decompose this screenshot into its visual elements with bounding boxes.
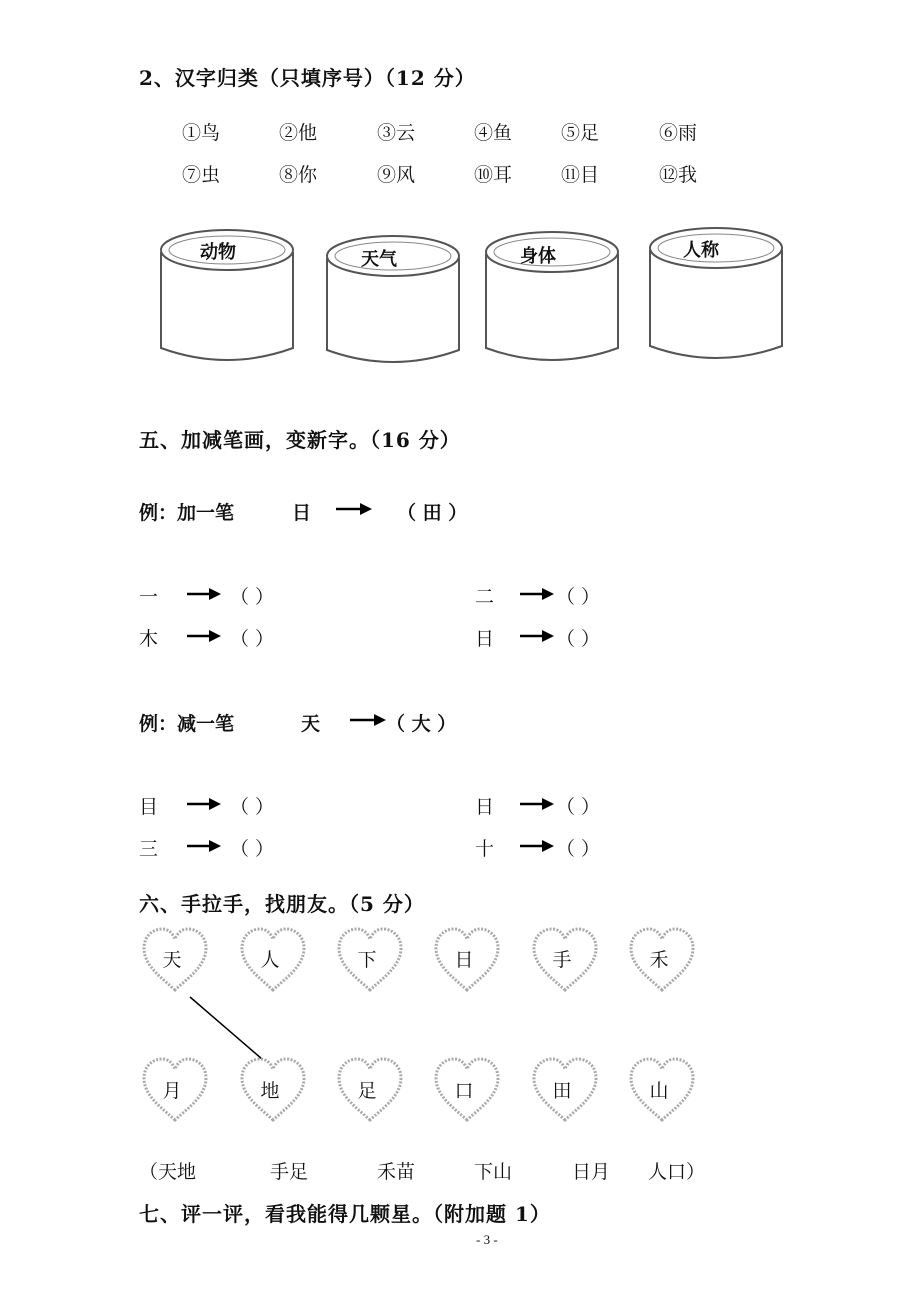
option-7: ⑦虫	[182, 164, 221, 186]
answer-pair-3: 禾苗	[377, 1161, 416, 1183]
sub-row-2-right-answer: （ ）	[556, 838, 601, 860]
sub-row-1-right-char: 日	[475, 796, 495, 818]
option-12: ⑫我	[659, 164, 698, 186]
option-6: ⑥雨	[659, 122, 698, 144]
barrel-label-body: 身体	[520, 246, 556, 267]
barrel-label-animals: 动物	[200, 242, 236, 263]
heart-bottom-4-char: 口	[454, 1080, 474, 1102]
example-sub-label: 例：减一笔	[139, 713, 235, 735]
add-row-2-left-answer: （ ）	[230, 628, 275, 650]
option-5: ⑤足	[561, 122, 600, 144]
add-row-1-right-answer: （ ）	[556, 586, 601, 608]
page-number: - 3 -	[476, 1232, 498, 1247]
heart-top-1-char: 天	[162, 949, 182, 971]
sub-row-2-left-char: 三	[139, 838, 159, 860]
answer-pair-6: 人口）	[648, 1161, 706, 1183]
heart-bottom-2-char: 地	[260, 1080, 280, 1102]
heart-bottom-3-char: 足	[357, 1080, 377, 1102]
heart-bottom-1-char: 月	[162, 1080, 182, 1102]
section-6-title: 六、手拉手，找朋友。（5 分）	[139, 892, 425, 916]
add-row-1-left-answer: （ ）	[230, 586, 275, 608]
heart-top-6-char: 禾	[649, 949, 669, 971]
option-2: ②他	[279, 122, 318, 144]
add-row-2-left-char: 木	[139, 628, 159, 650]
barrel-label-pronouns: 人称	[683, 240, 719, 261]
answer-pair-4: 下山	[474, 1161, 513, 1183]
heart-top-2-char: 人	[260, 949, 280, 971]
option-11: ⑪目	[561, 164, 600, 186]
answer-pair-5: 日月	[572, 1161, 611, 1183]
option-1: ①鸟	[182, 122, 221, 144]
example-sub-to: （ 大 ）	[386, 713, 457, 735]
heart-bottom-5-char: 田	[552, 1080, 572, 1102]
answer-pair-1: （天地	[139, 1161, 197, 1183]
example-add-from: 日	[292, 502, 312, 524]
option-9: ⑨风	[377, 164, 416, 186]
option-8: ⑧你	[279, 164, 318, 186]
answer-pair-2: 手足	[270, 1161, 309, 1183]
add-row-2-right-answer: （ ）	[556, 628, 601, 650]
heart-bottom-6-char: 山	[649, 1080, 669, 1102]
heart-top-4-char: 日	[454, 949, 474, 971]
sub-row-1-left-char: 目	[139, 796, 159, 818]
sub-row-2-right-char: 十	[475, 838, 495, 860]
add-row-1-left-char: 一	[139, 586, 159, 608]
option-4: ④鱼	[474, 122, 513, 144]
sub-row-2-left-answer: （ ）	[230, 838, 275, 860]
barrel-label-weather: 天气	[361, 249, 397, 270]
section-5-title: 五、加减笔画，变新字。（16 分）	[139, 428, 461, 452]
section-7-title: 七、评一评，看我能得几颗星。（附加题 1）	[139, 1202, 551, 1226]
heart-top-3-char: 下	[357, 949, 377, 971]
example-sub-from: 天	[301, 713, 321, 735]
add-row-2-right-char: 日	[475, 628, 495, 650]
option-3: ③云	[377, 122, 416, 144]
example-add-label: 例：加一笔	[139, 502, 235, 524]
sub-row-1-left-answer: （ ）	[230, 796, 275, 818]
add-row-1-right-char: 二	[475, 586, 495, 608]
section-2-title: 2、汉字归类（只填序号）（12 分）	[139, 66, 476, 90]
example-add-to: （ 田 ）	[397, 502, 468, 524]
heart-top-5-char: 手	[552, 949, 572, 971]
option-10: ⑩耳	[474, 164, 513, 186]
sub-row-1-right-answer: （ ）	[556, 796, 601, 818]
